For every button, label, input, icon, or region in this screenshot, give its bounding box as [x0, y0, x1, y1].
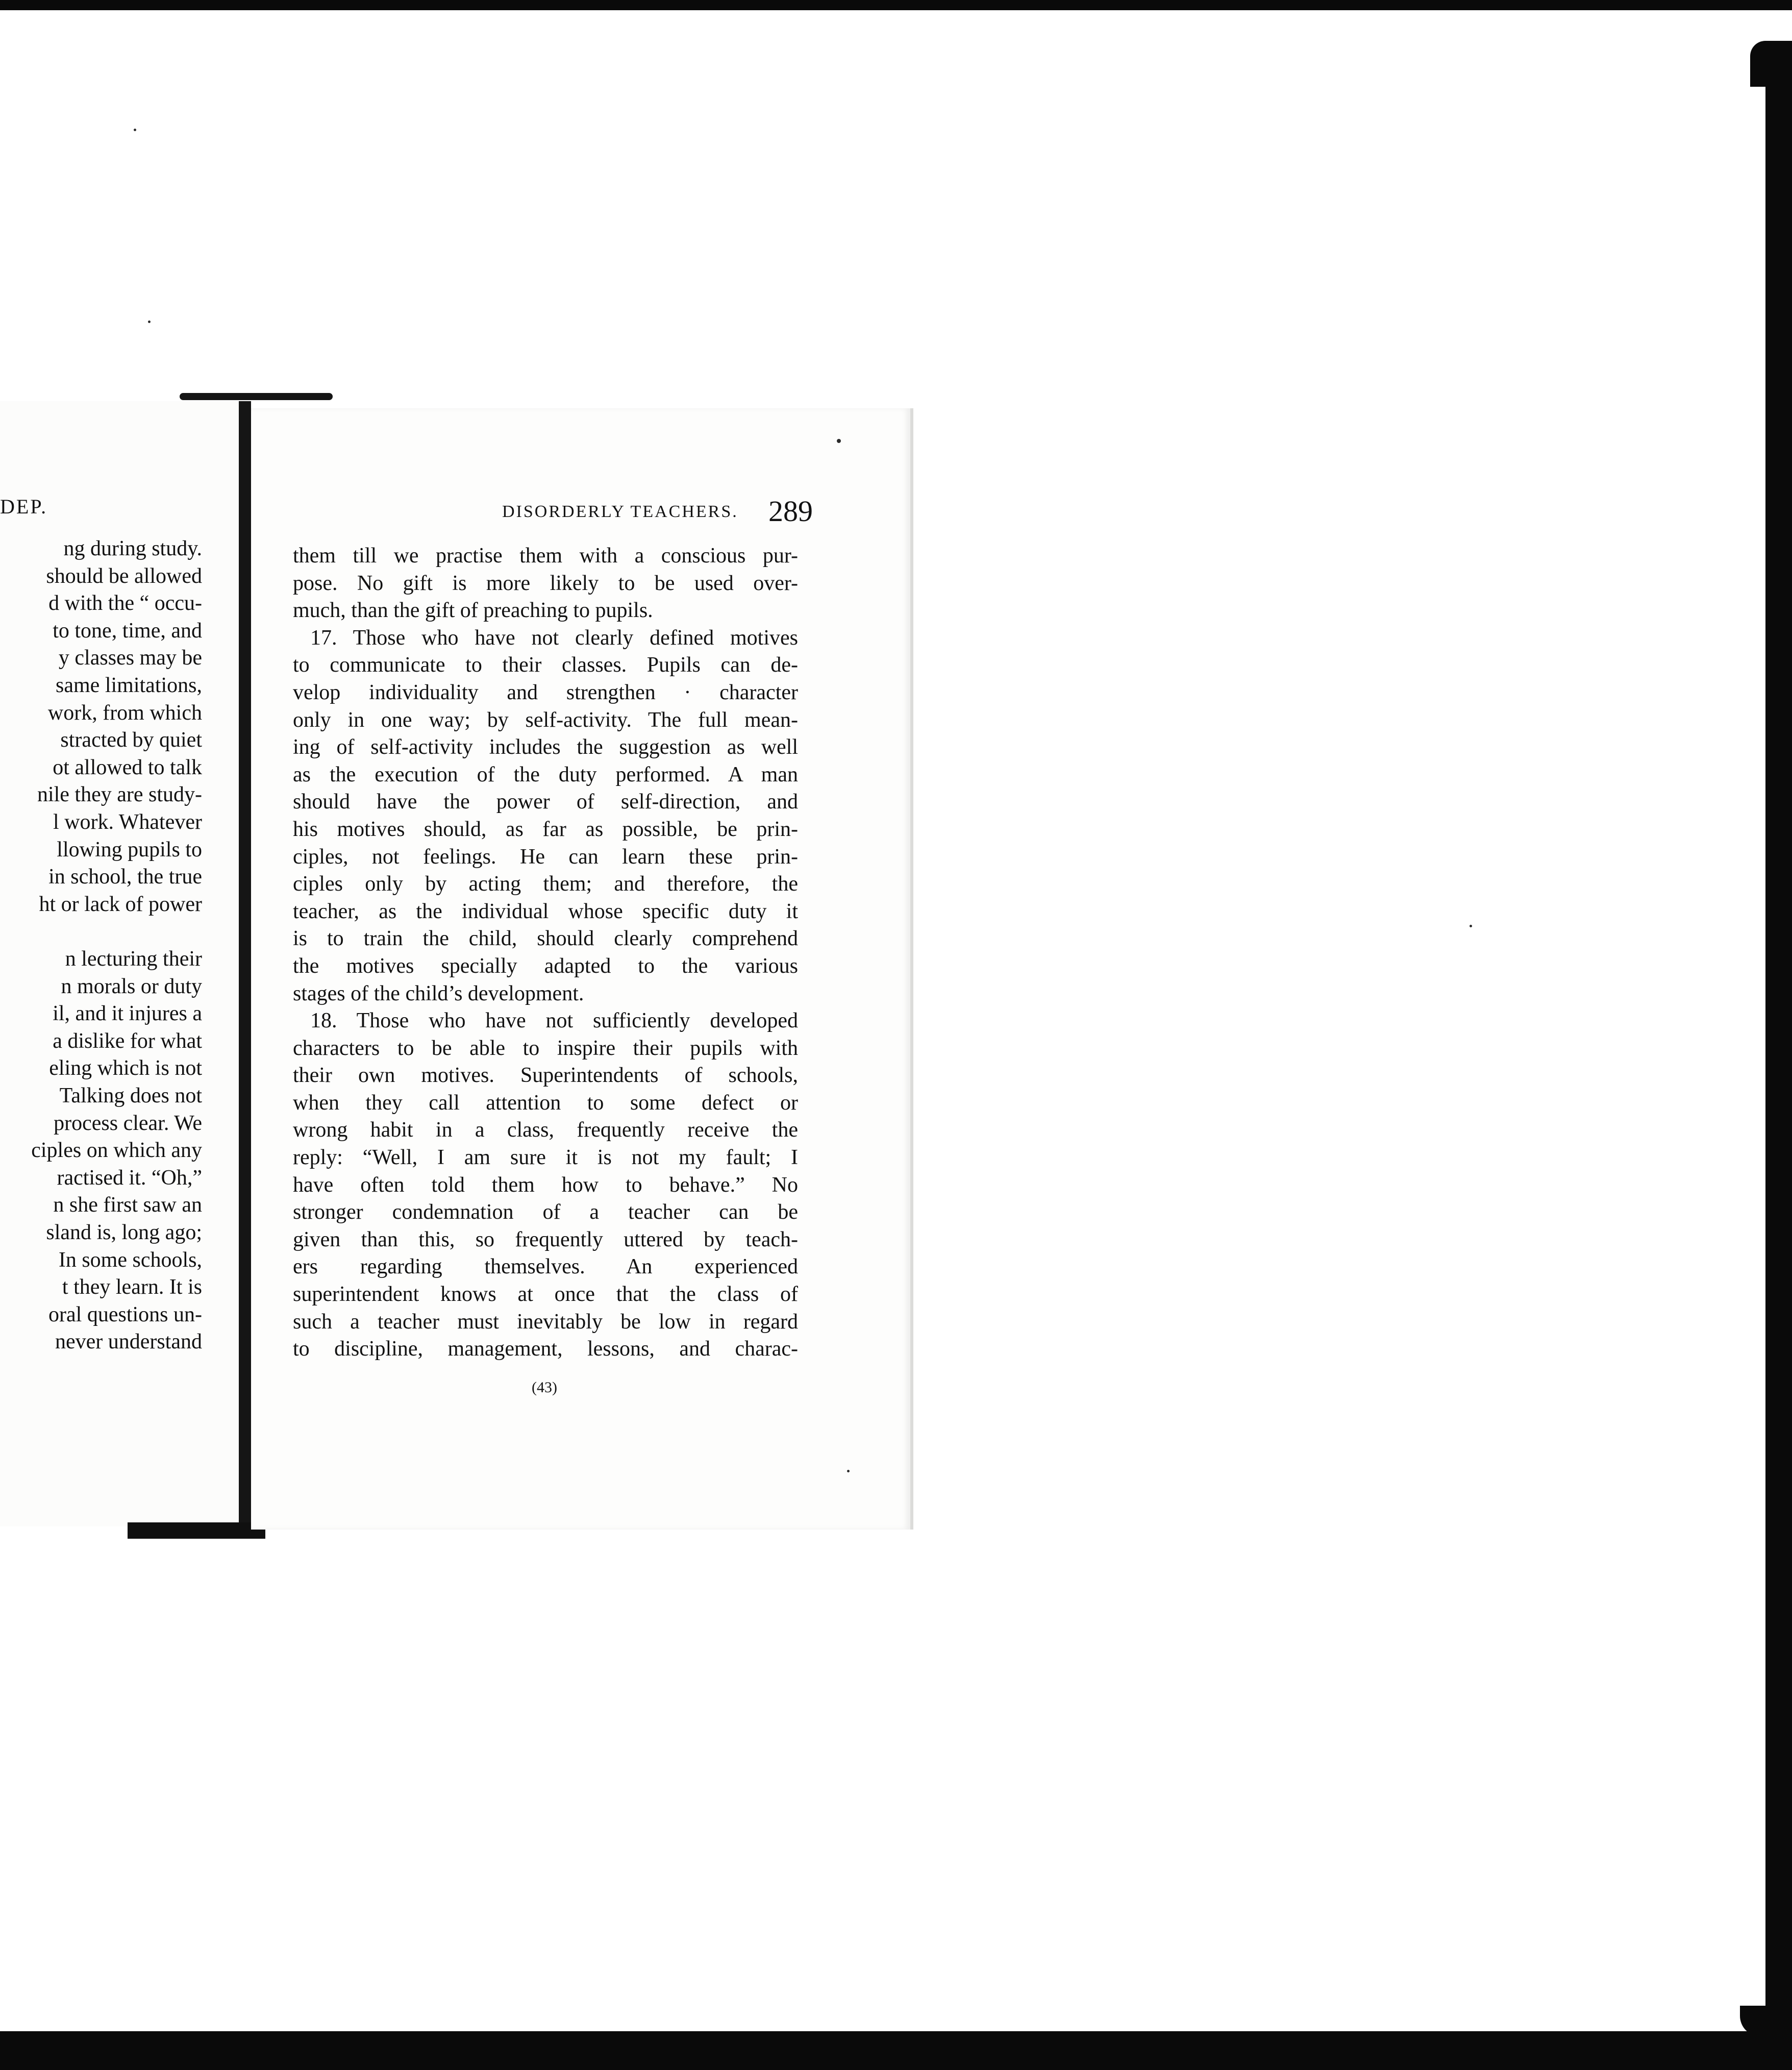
- left-body-line: ractised it. “Oh,”: [57, 1166, 202, 1190]
- left-body-line: a dislike for what: [53, 1029, 202, 1053]
- left-running-head: DEP.: [0, 495, 48, 518]
- left-body-line: ciples on which any: [31, 1139, 202, 1163]
- left-body-line: ng during study.: [63, 537, 202, 560]
- page-number: 289: [768, 495, 813, 528]
- body-line: his motives should, as far as possible, be prin-: [293, 817, 798, 841]
- left-body-line: ht or lack of power: [39, 892, 202, 916]
- body-line: the motives specially adapted to the various: [293, 954, 798, 978]
- spine-top-edge: [180, 393, 333, 400]
- left-body-line: il, and it injures a: [53, 1002, 202, 1026]
- body-line: only in one way; by self-activity. The full mean-: [293, 708, 798, 732]
- scan-border-corner: [1750, 41, 1771, 87]
- left-body-line: d with the “ occu-: [48, 592, 202, 615]
- body-line: characters to be able to inspire their pupils with: [293, 1036, 798, 1060]
- body-line: teacher, as the individual whose specific duty it: [293, 899, 798, 923]
- spine-bottom-edge: [128, 1522, 265, 1539]
- body-line: should have the power of self-direction, and: [293, 790, 798, 814]
- scan-speck: [847, 1470, 850, 1472]
- body-line: as the execution of the duty performed. A man: [293, 762, 798, 786]
- scan-border-top: [0, 0, 1792, 10]
- left-body-line: y classes may be: [58, 646, 202, 670]
- body-line: to discipline, management, lessons, and charac-: [293, 1337, 798, 1361]
- book-spine: [239, 401, 251, 1526]
- running-head: DISORDERLY TEACHERS.: [502, 502, 738, 521]
- signature-mark: (43): [532, 1379, 557, 1396]
- body-line: stronger condemnation of a teacher can be: [293, 1200, 798, 1224]
- body-line: pose. No gift is more likely to be used over-: [293, 571, 798, 595]
- body-line: velop individuality and strengthen · character: [293, 680, 798, 704]
- left-body-line: should be allowed: [46, 564, 202, 588]
- left-page: [0, 401, 250, 1526]
- left-body-line: to tone, time, and: [53, 619, 202, 643]
- left-body-line: l work. Whatever: [53, 810, 202, 834]
- body-line: ciples, not feelings. He can learn these prin-: [293, 845, 798, 869]
- body-line: such a teacher must inevitably be low in regard: [293, 1310, 798, 1334]
- left-body-line: in school, the true: [48, 865, 202, 889]
- left-body-line: ot allowed to talk: [53, 755, 202, 779]
- body-line: ing of self-activity includes the suggestion as well: [293, 735, 798, 759]
- body-line: is to train the child, should clearly comprehend: [293, 927, 798, 951]
- scan-speck: [837, 439, 841, 443]
- left-body-line: Talking does not: [59, 1084, 202, 1107]
- left-body-line: n lecturing their: [65, 947, 202, 971]
- left-body-line: eling which is not: [49, 1056, 202, 1080]
- body-line: much, than the gift of preaching to pupils.: [293, 599, 653, 623]
- left-body-line: oral questions un-: [48, 1302, 202, 1326]
- body-line: ers regarding themselves. An experienced: [293, 1255, 798, 1279]
- scan-speck: [148, 321, 151, 323]
- body-line: to communicate to their classes. Pupils can de-: [293, 653, 798, 677]
- body-line: given than this, so frequently uttered by teach-: [293, 1227, 798, 1251]
- body-line: stages of the child’s development.: [293, 981, 584, 1005]
- left-body-line: stracted by quiet: [60, 728, 202, 752]
- left-body-line: t they learn. It is: [62, 1275, 202, 1299]
- left-body-line: llowing pupils to: [57, 837, 202, 861]
- left-body-line: never understand: [55, 1330, 202, 1354]
- body-line: 17. Those who have not clearly defined motives: [310, 626, 798, 650]
- body-line: their own motives. Superintendents of schools,: [293, 1064, 798, 1088]
- body-line: superintendent knows at once that the class of: [293, 1283, 798, 1307]
- left-body-line: n morals or duty: [61, 974, 202, 998]
- scan-border-bottom: [0, 2031, 1792, 2070]
- left-body-line: sland is, long ago;: [46, 1221, 202, 1244]
- left-body-line: same limitations,: [56, 674, 202, 697]
- left-body-line: process clear. We: [54, 1111, 202, 1135]
- left-body-line: nile they are study-: [37, 783, 202, 807]
- body-line: 18. Those who have not sufficiently developed: [310, 1009, 798, 1033]
- scan-border-right: [1765, 41, 1792, 2070]
- left-body-line: In some schools,: [58, 1248, 202, 1272]
- body-line: have often told them how to behave.” No: [293, 1173, 798, 1197]
- body-line: wrong habit in a class, frequently receive the: [293, 1118, 798, 1142]
- right-page: [251, 408, 913, 1530]
- body-line: them till we practise them with a conscious pur-: [293, 544, 798, 568]
- body-line: when they call attention to some defect or: [293, 1091, 798, 1115]
- page-body-text: [293, 543, 798, 1363]
- body-line: reply: “Well, I am sure it is not my fault; I: [293, 1146, 798, 1170]
- left-body-line: work, from which: [47, 701, 202, 725]
- body-line: ciples only by acting them; and therefore, the: [293, 872, 798, 896]
- scan-speck: [1470, 925, 1472, 927]
- left-body-line: n she first saw an: [53, 1193, 202, 1217]
- scan-speck: [134, 129, 136, 131]
